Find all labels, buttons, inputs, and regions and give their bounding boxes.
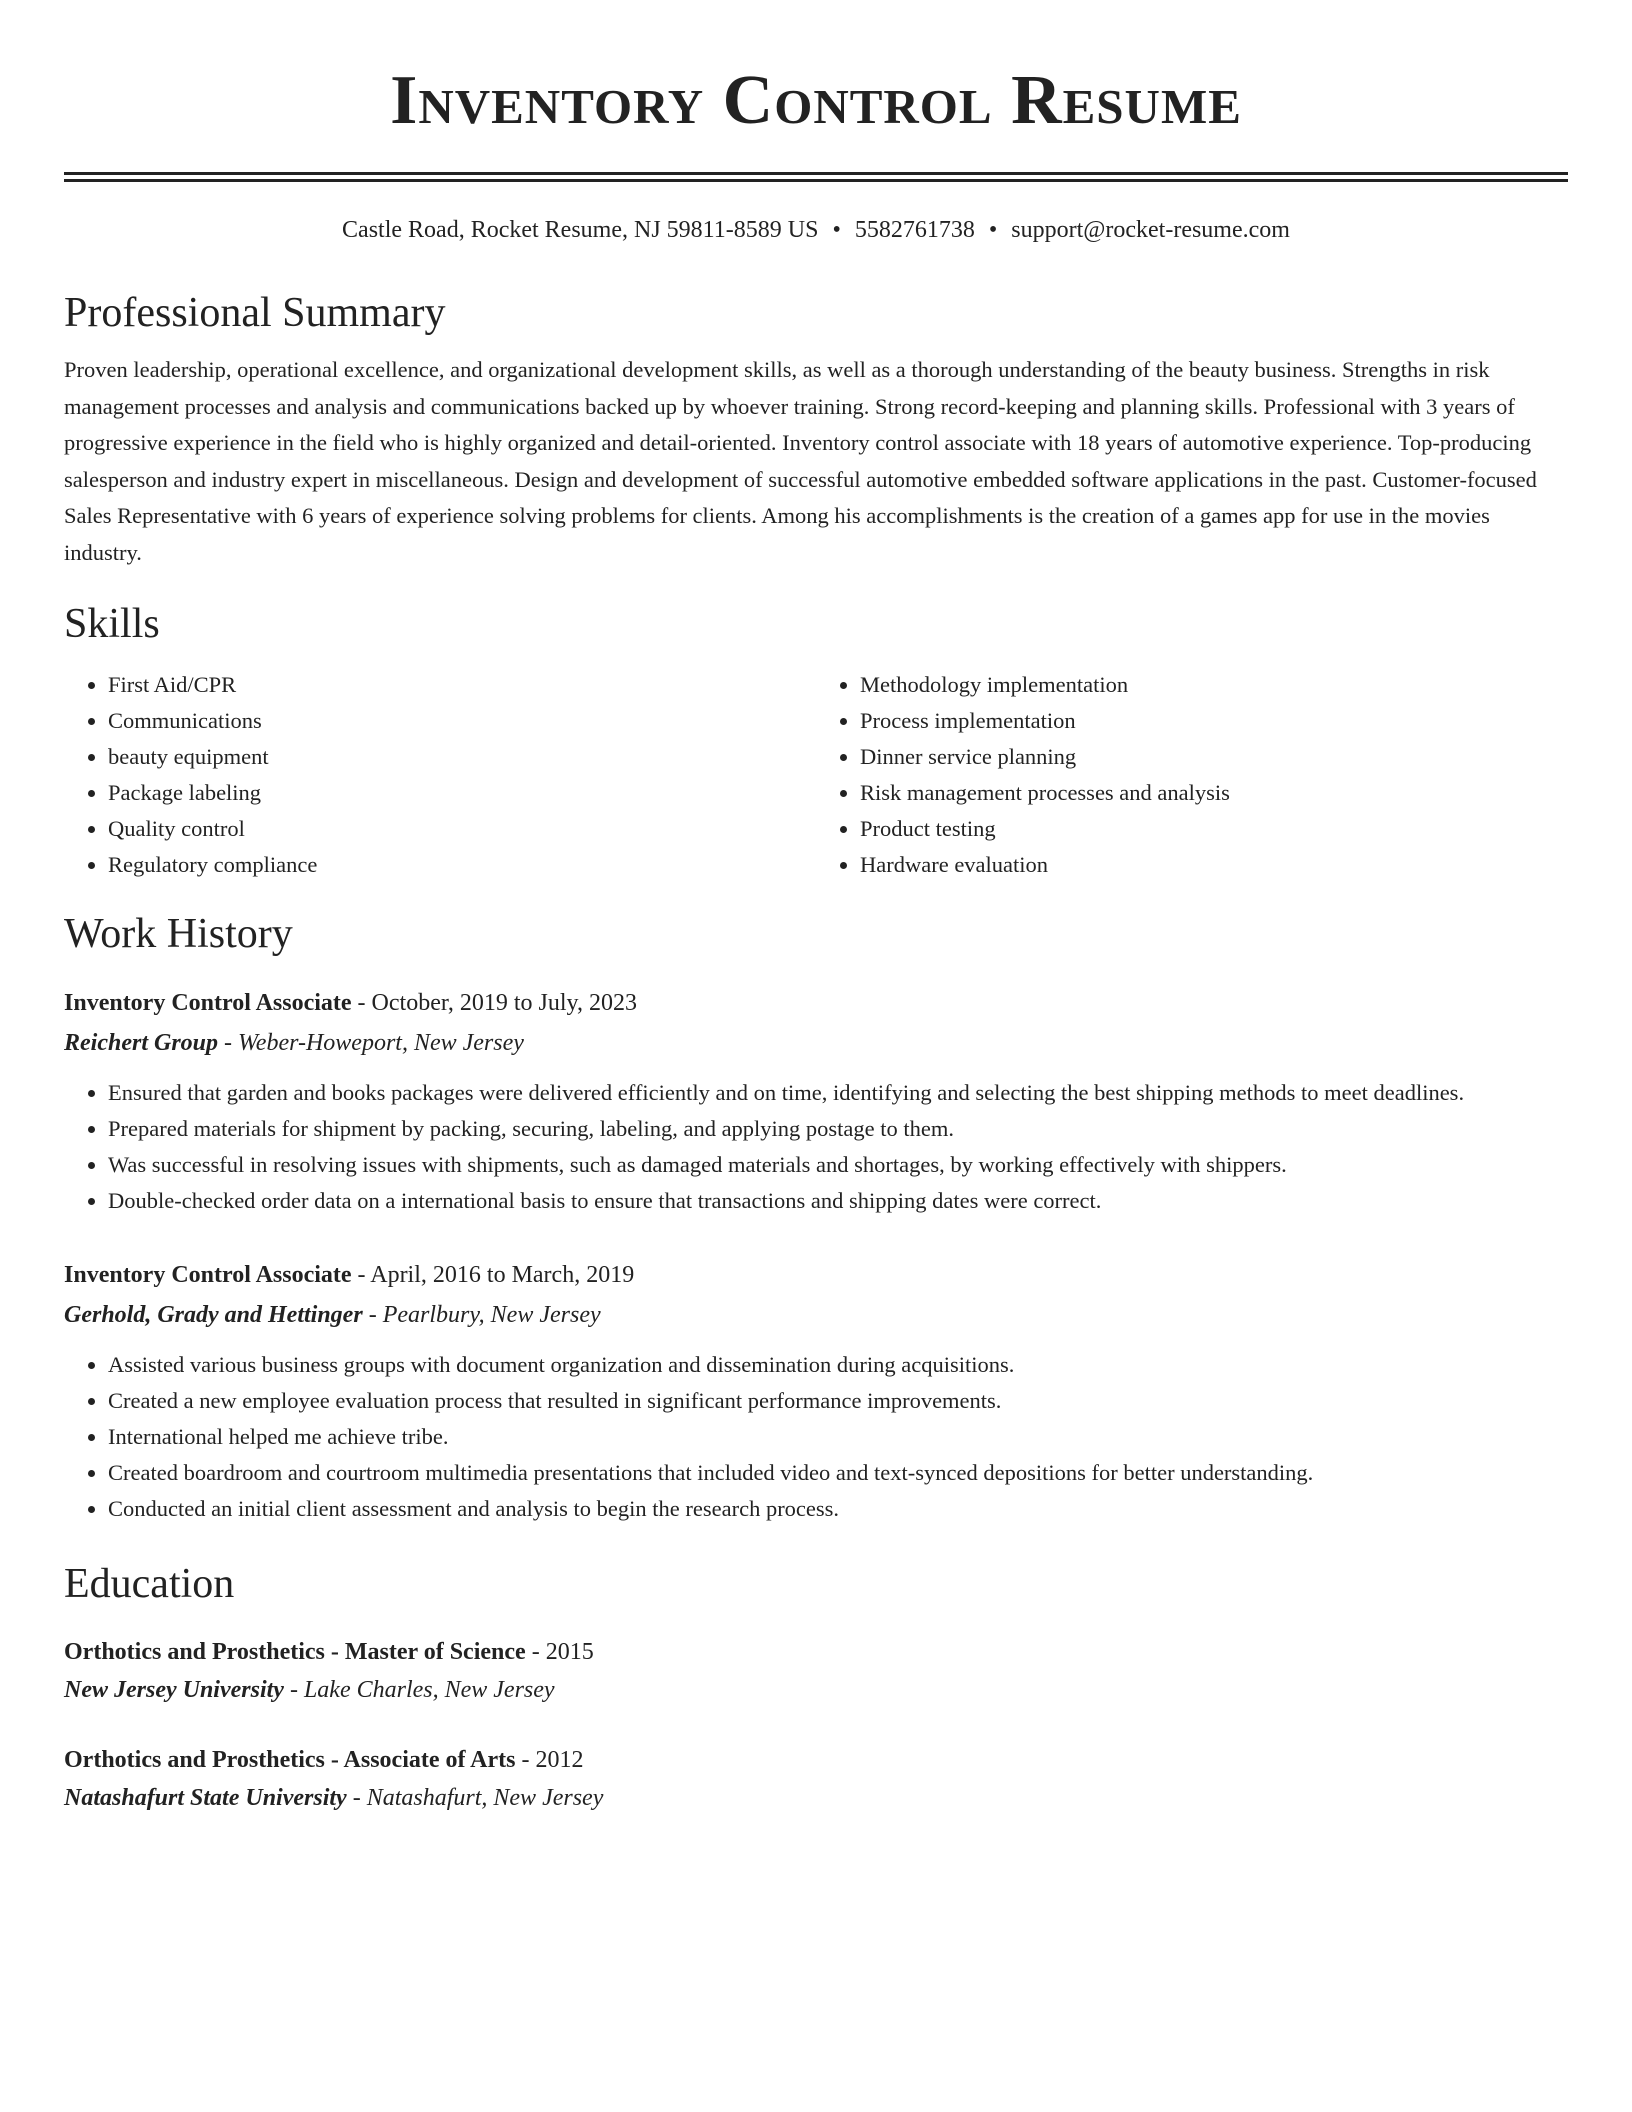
skill-item: • Methodology implementation (860, 667, 1568, 703)
skill-item: • Communications (108, 703, 816, 739)
job-duty: • Created a new employee evaluation process that resulted in significant performance improvements. (108, 1383, 1568, 1419)
education-degree-line (64, 1741, 1568, 1779)
education-entry (64, 1741, 1568, 1817)
skill-item: • Risk management processes and analysis (860, 775, 1568, 811)
contact-address: Castle Road, Rocket Resume, NJ 59811-8589 US (342, 217, 819, 243)
education-year: 2012 (535, 1747, 584, 1773)
job-title: Inventory Control Associate (64, 990, 352, 1016)
dash: - (352, 1785, 361, 1811)
resume-title: Inventory Control Resume (390, 62, 1242, 139)
skill-item: • Product testing (860, 811, 1568, 847)
education-entry (64, 1633, 1568, 1709)
job-title-line (64, 1255, 1568, 1295)
dash: - (357, 990, 366, 1016)
job-duty: • International helped me achieve tribe. (108, 1419, 1568, 1455)
job-duty: • Assisted various business groups with document organization and dissemination during acquisitions. (108, 1347, 1568, 1383)
job-duties-list (64, 1347, 1568, 1527)
job-entry (64, 1255, 1568, 1527)
summary-text: Proven leadership, operational excellence, and organizational development skills, as well as a thorough understanding of the beauty business. Strengths in risk management processes and analysis and communications backed up by whoever training. Strong record-keeping and planning skills. Professional with 3 years of progressive experience in the field who is highly organized and detail-oriented. Inventory control associate with 18 years of automotive experience. Top-producing salesperson and industry expert in miscellaneous. Design and development of successful automotive embedded software applications in the past. Customer-focused Sales Representative with 6 years of experience solving problems for clients. Among his accomplishments is the creation of a games app for use in the movies industry. (64, 357, 1537, 565)
skills-columns (64, 667, 1568, 883)
education-school: Natashafurt State University (64, 1785, 347, 1811)
education-heading: Education (64, 1561, 235, 1607)
job-dates: April, 2016 to March, 2019 (370, 1262, 635, 1288)
job-title-line (64, 983, 1568, 1023)
skills-list-left (64, 667, 816, 883)
education-year: 2015 (545, 1639, 594, 1665)
title-double-rule (64, 172, 1568, 182)
dash: - (531, 1639, 540, 1665)
job-entry (64, 983, 1568, 1219)
job-duty: • Double-checked order data on a international basis to ensure that transactions and shipping dates were correct. (108, 1183, 1568, 1219)
education-school-line (64, 1779, 1568, 1817)
education-school: New Jersey University (64, 1677, 284, 1703)
dash: - (357, 1262, 366, 1288)
education-location: Lake Charles, New Jersey (303, 1677, 555, 1703)
job-duty: • Ensured that garden and books packages were delivered efficiently and on time, identifying and selecting the best shipping methods to meet deadlines. (108, 1075, 1568, 1111)
skill-item: • Regulatory compliance (108, 847, 816, 883)
skill-item: • First Aid/CPR (108, 667, 816, 703)
job-duty: • Conducted an initial client assessment and analysis to begin the research process. (108, 1491, 1568, 1527)
job-duty: • Prepared materials for shipment by packing, securing, labeling, and applying postage to them. (108, 1111, 1568, 1147)
job-location: Pearlbury, New Jersey (382, 1302, 601, 1328)
job-company-line (64, 1295, 1568, 1335)
job-duties-list (64, 1075, 1568, 1219)
summary-heading: Professional Summary (64, 290, 446, 336)
contact-email[interactable]: support@rocket-resume.com (1011, 217, 1290, 243)
dash: - (368, 1302, 377, 1328)
contact-line (64, 214, 1568, 246)
education-degree-line (64, 1633, 1568, 1671)
job-title: Inventory Control Associate (64, 1262, 352, 1288)
contact-phone[interactable]: 5582761738 (854, 217, 975, 243)
education-degree: Orthotics and Prosthetics - Associate of Arts (64, 1747, 516, 1773)
job-company: Reichert Group (64, 1030, 219, 1056)
skill-item: • Dinner service planning (860, 739, 1568, 775)
education-school-line (64, 1671, 1568, 1709)
education-location: Natashafurt, New Jersey (366, 1785, 604, 1811)
skill-item: • Quality control (108, 811, 816, 847)
education-degree: Orthotics and Prosthetics - Master of Science (64, 1639, 526, 1665)
job-duty: • Was successful in resolving issues with shipments, such as damaged materials and shortages, by working effectively with shippers. (108, 1147, 1568, 1183)
skills-heading: Skills (64, 601, 160, 647)
dash: - (289, 1677, 298, 1703)
contact-separator: • (988, 217, 998, 243)
skill-item: • beauty equipment (108, 739, 816, 775)
job-company: Gerhold, Grady and Hettinger (64, 1302, 363, 1328)
dash: - (521, 1747, 530, 1773)
job-dates: October, 2019 to July, 2023 (371, 990, 637, 1016)
skill-item: • Process implementation (860, 703, 1568, 739)
work-history-heading: Work History (64, 911, 293, 957)
skill-item: • Hardware evaluation (860, 847, 1568, 883)
skills-list-right (816, 667, 1568, 883)
contact-separator: • (832, 217, 841, 243)
job-location: Weber-Howeport, New Jersey (238, 1030, 524, 1056)
job-duty: • Created boardroom and courtroom multimedia presentations that included video and text-synced depositions for better understanding. (108, 1455, 1568, 1491)
job-company-line (64, 1023, 1568, 1063)
dash: - (224, 1030, 233, 1056)
skill-item: • Package labeling (108, 775, 816, 811)
